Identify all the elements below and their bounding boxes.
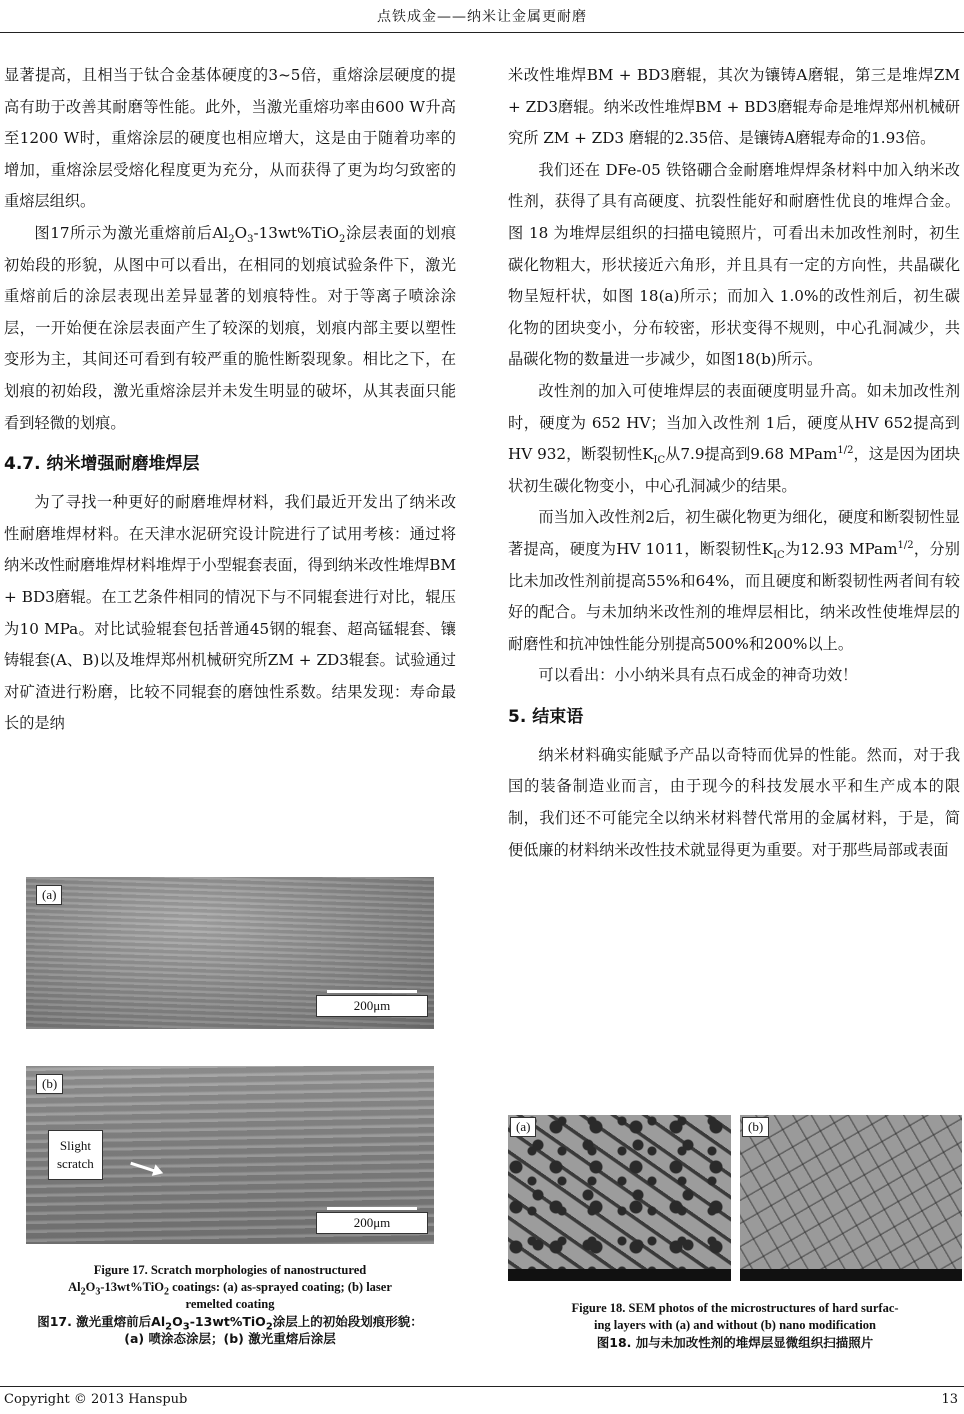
right-paragraph-5: 可以看出：小小纳米具有点石成金的神奇功效！: [538, 666, 858, 685]
figure-18b-label: (b): [742, 1117, 769, 1137]
figure-17b-label: (b): [36, 1074, 63, 1094]
right-paragraph-2: 我们还在 DFe-05 铁铬硼合金耐磨堆焊焊条材料中加入纳米改性剂，获得了具有高硬度、抗裂性能好和耐磨性优良的堆焊合金。图 18 为堆焊层组织的扫描电镜照片，可看出未加改性剂时，初生碳化物粗大，形状接近六角形，并且具有一定的方向性，共晶碳化物呈短杆状，如图 18(a)所示；而加入 1.0%的改性剂后，初生碳化物的团块变小，分布较密，形状变得不规则，中心孔洞减少，共晶碳化物的数量进一步减少，如图18(b)所示。: [508, 160, 960, 369]
section-heading-5: 5. 结束语: [508, 706, 584, 727]
figure-18a-info-bar: [508, 1269, 731, 1281]
figure-17b-sem-image: [26, 1066, 434, 1244]
slight-scratch-annotation: Slight scratch: [48, 1130, 103, 1180]
figure-17a-sem-image: [26, 877, 434, 1029]
right-paragraph-1: 米改性堆焊BM + BD3磨辊，其次为镶铸A磨辊，第三是堆焊ZM + ZD3磨辊。纳米改性堆焊BM + BD3磨辊寿命是堆焊郑州机械研究所 ZM + ZD3 磨辊的2.35倍、是镶铸A磨辊寿命的1.93倍。: [508, 66, 960, 148]
left-paragraph-1: 显著提高，且相当于钛合金基体硬度的3~5倍，重熔涂层硬度的提高有助于改善其耐磨等性能。此外，当激光重熔功率由600 W升高至1200 W时，重熔涂层的硬度也相应增大，这是由于随着功率的增加，重熔涂层受熔化程度更为充分，从而获得了更为均匀致密的重熔层组织。: [4, 66, 456, 211]
figure-18b-sem-image: [740, 1115, 962, 1281]
right-paragraph-4: 而当加入改性剂2后，初生碳化物更为细化，硬度和断裂韧性显著提高，硬度为HV 1011，断裂韧性$K_{IC}$为12.93 MPam$^{1/2}$，分别比未加改性剂前提高55%和64%，而且硬度和断裂韧性两者间有较好的配合。与未加纳米改性剂的堆焊层相比，纳米改性使堆焊层的耐磨性和抗冲蚀性能分别提高500%和200%以上。: [508, 508, 960, 653]
copyright: Copyright © 2013 Hanspub: [4, 1392, 188, 1407]
figure-18a-sem-image: [508, 1115, 731, 1281]
left-paragraph-3: 为了寻找一种更好的耐磨堆焊材料，我们最近开发出了纳米改性耐磨堆焊材料。在天津水泥研究设计院进行了试用考核：通过将纳米改性耐磨堆焊材料堆焊于小型辊套表面，得到纳米改性堆焊BM + BD3磨辊。在工艺条件相同的情况下与不同辊套进行对比，辊压为10 MPa。对比试验辊套包括普通45钢的辊套、超高锰辊套、镶铸辊套(A、B)以及堆焊郑州机械研究所ZM + ZD3辊套。试验通过对矿渣进行粉磨，比较不同辊套的磨蚀性系数。结果发现：寿命最长的是纳: [4, 493, 456, 733]
figure-18a-label: (a): [510, 1117, 536, 1137]
section-heading-4-7: 4.7. 纳米增强耐磨堆焊层: [4, 454, 200, 475]
running-header: 点铁成金——纳米让金属更耐磨: [377, 9, 587, 25]
right-paragraph-3: 改性剂的加入可使堆焊层的表面硬度明显升高。如未加改性剂时，硬度为 652 HV；当加入改性剂 1后，硬度从HV 652提高到HV 932，断裂韧性$K_{IC}$从7.9提高到9.68 MPam$^{1/2}$，这是因为团块状初生碳化物变小，中心孔洞减少的结果。: [508, 381, 961, 495]
right-column: [508, 60, 960, 866]
left-paragraph-2: 图17所示为激光重熔前后$Al_2O_3-13wt\%TiO_2$涂层表面的划痕初始段的形貌，从图中可以看出，在相同的划痕试验条件下，激光重熔前后的涂层表现出差异显著的划痕特性。对于等离子喷涂涂层，一开始便在涂层表面产生了较深的划痕，划痕内部主要以塑性变形为主，其间还可看到有较严重的脆性断裂现象。相比之下，在划痕的初始段，激光重熔涂层并未发生明显的破坏，从其表面只能看到轻微的划痕。: [4, 223, 456, 432]
left-column: [4, 60, 456, 740]
right-paragraph-6: 纳米材料确实能赋予产品以奇特而优异的性能。然而，对于我国的装备制造业而言，由于现今的科技发展水平和生产成本的限制，我们还不可能完全以纳米材料替代常用的金属材料，于是，简便低廉的材料纳米改性技术就显得更为重要。对于那些局部或表面: [508, 745, 960, 859]
figure-17b-scale-bar: 200μm: [316, 1212, 428, 1234]
figure-17a-label: (a): [36, 885, 62, 905]
footer-rule: [0, 1386, 964, 1387]
scratch-arrow-icon: [130, 1162, 158, 1174]
page-number: 13: [941, 1392, 958, 1407]
figure-18b-info-bar: [740, 1269, 962, 1281]
figure-17-caption: Figure 17. Scratch morphologies of nanostructured $Al_2O_3-13wt\%TiO_2$ coatings: (a) as-sprayed coating; (b) laser remelted coating 图17. 激光重熔前后$Al_2O_3-13wt\%TiO_2$涂层上的初始段划痕形貌： (a) 喷涂态涂层；(b) 激光重熔后涂层: [37, 1263, 423, 1346]
header-rule: [0, 32, 964, 33]
figure-17a-scale-bar: 200μm: [316, 995, 428, 1017]
figure-18-caption: Figure 18. SEM photos of the microstructures of hard surfac- ing layers with (a) and without (b) nano modification 图18. 加与未加改性剂的堆焊层显微组织扫描照片: [571, 1301, 899, 1350]
